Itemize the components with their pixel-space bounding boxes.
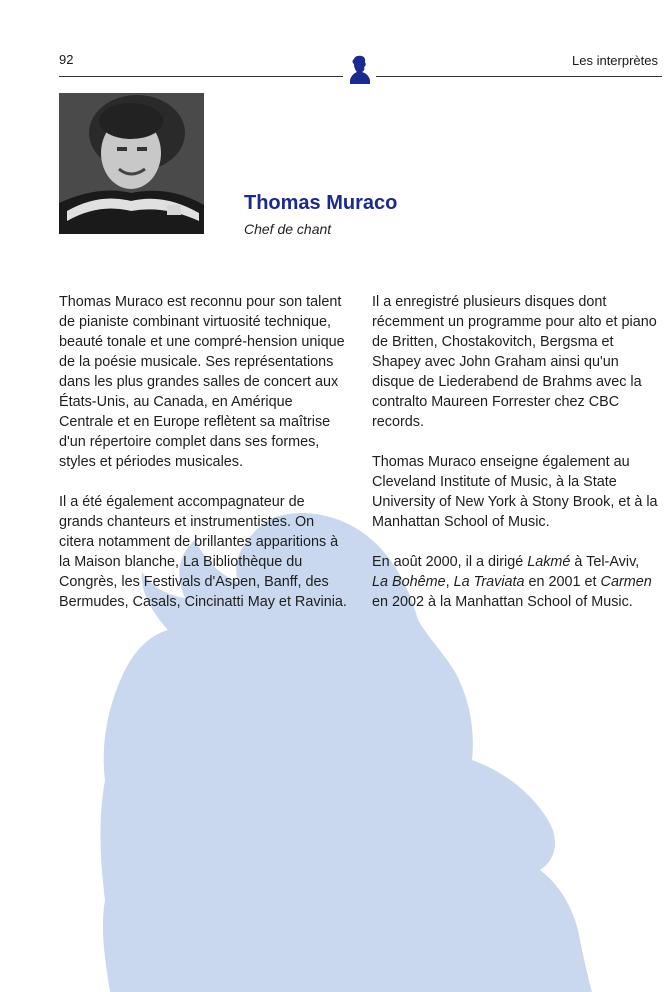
text-run: en 2002 à la Manhattan School of Music. <box>372 594 633 610</box>
text-run: en 2001 et <box>524 574 601 590</box>
performer-name: Thomas Muraco <box>244 192 398 214</box>
section-title: Les interprètes <box>572 53 658 68</box>
text-run: à Tel-Aviv, <box>570 554 640 570</box>
opera-title: Lakmé <box>527 554 571 570</box>
page-number: 92 <box>59 52 74 67</box>
opera-title: Carmen <box>600 574 652 590</box>
opera-paragraph <box>372 552 658 612</box>
paragraph: Il a enregistré plusieurs disques dont récemment un programme pour alto et piano de Britten, Chostakovitch, Bergsma et Shapey avec John Graham ainsi qu'un disque de Liederabend de Brahms avec la contralto Maureen Forrester chez CBC records. <box>372 294 657 430</box>
text-column-left <box>59 292 349 632</box>
performer-role: Chef de chant <box>244 221 332 237</box>
text-run: , <box>445 574 454 590</box>
text-column-right <box>372 292 658 632</box>
paragraph: Thomas Muraco est reconnu pour son talent de pianiste combinant virtuosité technique, beauté tonale et une compré-hension unique de la poésie musicale. Ses représentations dans les plus grandes salles de concert aux États-Unis, au Canada, en Amérique Centrale et en Europe reflètent sa maîtrise d'un répertoire complet dans ses formes, styles et périodes musicales. <box>59 294 345 470</box>
paragraph: Il a été également accompagnateur de grands chanteurs et instrumentistes. On citera notamment de brillantes apparitions à la Maison blanche, La Bibliothèque du Congrès, les Festivals d'Aspen, Banff, des Bermudes, Casals, Cincinatti May et Ravinia. <box>59 494 347 610</box>
paragraph: Thomas Muraco enseigne également au Cleveland Institute of Music, à la State University of New York à Stony Brook, et à la Manhattan School of Music. <box>372 454 658 530</box>
portrait-photo <box>59 93 204 234</box>
composer-bust-icon <box>349 54 371 84</box>
header-rule-left <box>59 76 343 77</box>
page-header <box>0 0 666 90</box>
header-rule-right <box>376 76 662 77</box>
text-run: En août 2000, il a dirigé <box>372 554 528 570</box>
opera-title: La Bohême <box>372 574 446 590</box>
opera-title: La Traviata <box>453 574 525 590</box>
